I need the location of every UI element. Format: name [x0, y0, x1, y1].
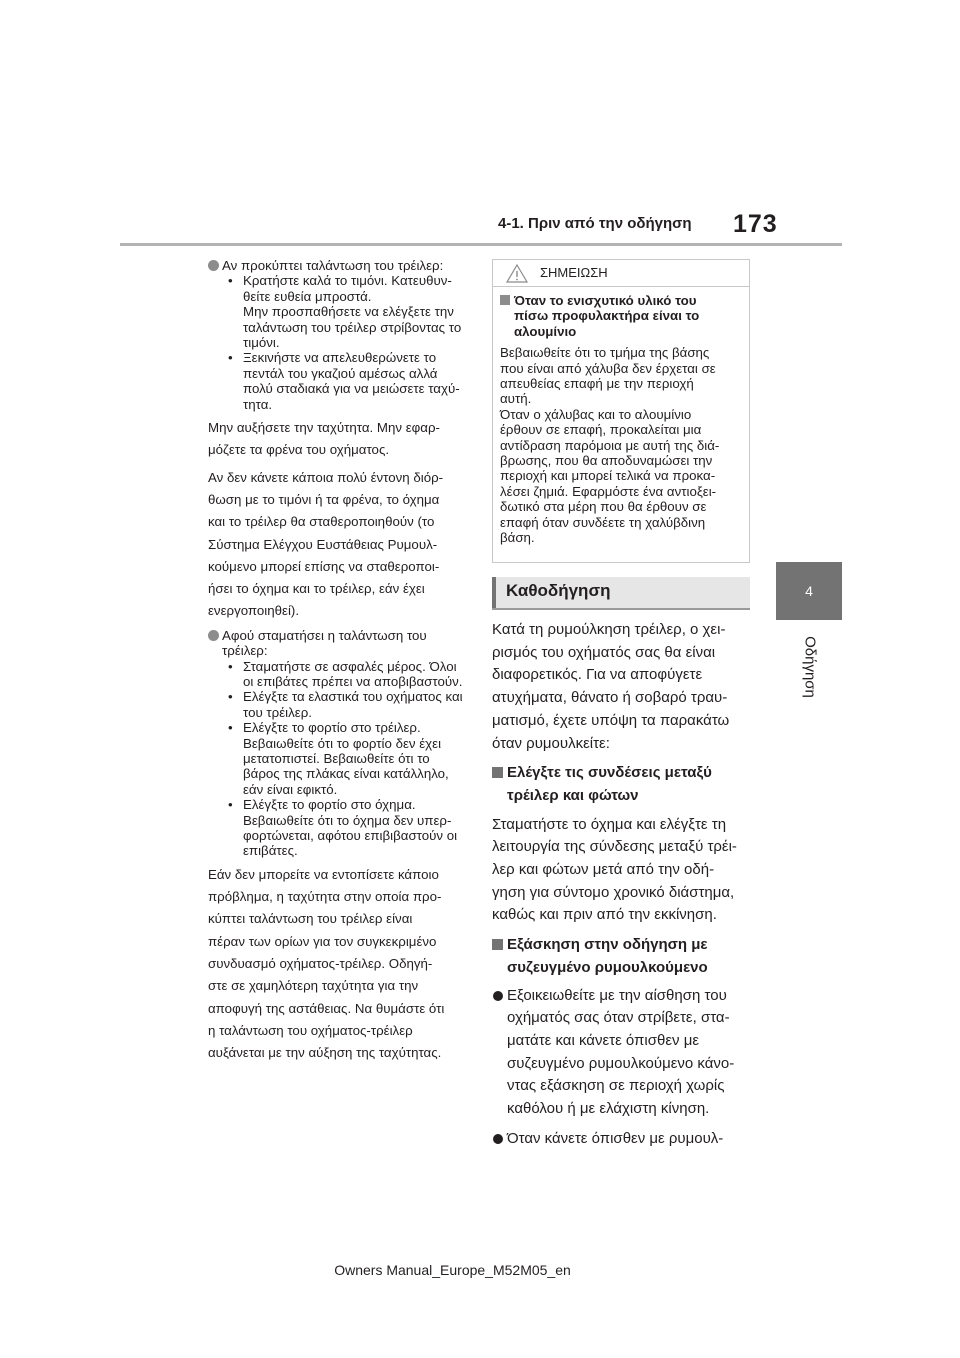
line: αντίδραση παρόμοια με αυτή της διά- [500, 437, 720, 453]
line: Εξοικειωθείτε με την αίσθηση του [507, 986, 727, 1004]
line: πρόβλημα, η ταχύτητα στην οποία προ- [208, 889, 442, 905]
line: Βεβαιωθείτε ότι το τμήμα της βάσης [500, 345, 710, 361]
line: εάν είναι εφικτό. [243, 781, 338, 797]
line: του τρέιλερ. [243, 704, 312, 720]
line: καθώς και πριν από την εκκίνηση. [492, 906, 717, 924]
line: πολύ σταδιακά για να μειώσετε ταχύ- [243, 381, 460, 397]
bullet-sway-occurs [208, 258, 470, 412]
line: Ελέγξτε το φορτίο στο όχημα. [243, 797, 416, 813]
line: ήσει το όχημα και το τρέιλερ, εάν έχει [208, 581, 425, 597]
paragraph [208, 467, 470, 623]
footer [0, 1262, 960, 1278]
line: απευθείας επαφή με την περιοχή [500, 376, 694, 392]
section-title: 4-1. Πριν από την οδήγηση [498, 215, 692, 232]
line: τρέιλερ και φώτων [507, 786, 639, 804]
line: ματάτε και κάνετε όπισθεν με [507, 1031, 700, 1049]
line: και το τρέιλερ θα σταθεροποιηθούν (το [208, 514, 435, 530]
line: Εάν δεν μπορείτε να εντοπίσετε κάποιο [208, 866, 439, 882]
line: Εξάσκηση στην οδήγηση με [507, 936, 708, 954]
line: κούμενο μπορεί επίσης να σταθεροποι- [208, 558, 440, 574]
paragraph [208, 417, 470, 462]
sub-bullet [222, 797, 470, 859]
bullet-icon: • [228, 797, 233, 813]
chapter-tab[interactable]: 4 [776, 562, 842, 620]
line: Ελέγξτε το φορτίο στο τρέιλερ. [243, 720, 421, 736]
sub-bullet [222, 273, 470, 350]
bullet-item [492, 985, 754, 1121]
paragraph [492, 619, 754, 755]
sub-bullet [222, 659, 470, 690]
line: τητα. [243, 396, 273, 412]
paragraph [492, 814, 754, 928]
bullet-icon: • [228, 689, 233, 705]
line: αυτή. [500, 391, 532, 407]
subheading-practice [492, 934, 754, 979]
page-number: 173 [733, 210, 778, 238]
line: Σταματήστε σε ασφαλές μέρος. Όλοι [243, 658, 457, 674]
warning-triangle-icon [506, 264, 528, 283]
line: ταλάντωση του τρέιλερ στρίβοντας το [243, 319, 462, 335]
line: δωτικό στα μέρη που θα έρθουν σε [500, 499, 707, 515]
line: θείτε ευθεία μπροστά. [243, 288, 372, 304]
chapter-label-text: Οδήγηση [801, 636, 819, 698]
square-bullet-icon [492, 939, 503, 950]
bullet-item [492, 1128, 754, 1151]
line: μόζετε τα φρένα του οχήματος. [208, 442, 390, 458]
line: λερ και φώτων μετά από την οδή- [492, 861, 715, 879]
line: Ελέγξτε τα ελαστικά του οχήματος και [243, 689, 463, 705]
line: θωση με το τιμόνι ή τα φρένα, το όχημα [208, 491, 440, 507]
line: βάρος της πλάκας είναι κατάλληλο, [243, 766, 449, 782]
line: βάση. [500, 530, 535, 546]
heading-underline [492, 608, 750, 610]
line: φορτώνεται, αφότου επιβιβαστούν οι [243, 828, 458, 844]
notice-header [493, 260, 749, 287]
line: Σταματήστε το όχημα και ελέγξτε τη [492, 815, 727, 833]
bullet-dot-icon [493, 991, 503, 1001]
line: πέραν των ορίων για τον συγκεκριμένο [208, 933, 437, 949]
line: πίσω προφυλακτήρα είναι το [514, 308, 700, 324]
line: αλουμίνιο [514, 323, 577, 339]
line: τιμόνι. [243, 335, 280, 351]
line: Μην προσπαθήσετε να ελέγξετε την [243, 304, 454, 320]
paragraph [208, 864, 470, 1065]
guidance-heading-text: Καθοδήγηση [506, 581, 611, 600]
sub-bullet [222, 720, 470, 797]
line: έρθουν σε επαφή, προκαλείται μια [500, 422, 702, 438]
line: Όταν το ενισχυτικό υλικό του [514, 293, 697, 308]
footer-text: Owners Manual_Europe_M52M05_en [334, 1262, 571, 1278]
line: συζευγμένο ρυμουλκούμενο [507, 958, 708, 976]
line: συνδυασμό οχήματος-τρέιλερ. Οδηγή- [208, 956, 433, 972]
chapter-label [790, 632, 830, 702]
guidance-heading [492, 577, 750, 609]
line: αυξάνεται με την αύξηση της ταχύτητας. [208, 1045, 442, 1061]
line: οχήματός σας όταν στρίβετε, στα- [507, 1009, 730, 1027]
line: Μην αυξήσετε την ταχύτητα. Μην εφαρ- [208, 420, 440, 436]
bullet-dot-icon [208, 260, 219, 271]
bullet-sway-stopped [208, 628, 470, 859]
bullet-dot-icon [208, 630, 219, 641]
line: Όταν ο χάλυβας και το αλουμίνιο [500, 406, 692, 422]
line: αποφυγή της αστάθειας. Να θυμάστε ότι [208, 1000, 445, 1016]
line: στε σε χαμηλότερη ταχύτητα για την [208, 978, 419, 994]
line: ατυχήματα, θάνατο ή σοβαρό τραυ- [492, 689, 728, 707]
line: επιβάτες. [243, 843, 298, 859]
line: περιοχή και μπορεί τελικά να προκα- [500, 468, 716, 484]
bullet-icon: • [228, 273, 233, 289]
line: οι επιβάτες πρέπει να αποβιβαστούν. [243, 673, 463, 689]
bullet-heading: τρέιλερ: [222, 643, 268, 659]
line: ρισμός του οχήματός σας θα είναι [492, 643, 716, 661]
line: ματισμό, έχετε υπόψη τα παρακάτω [492, 711, 730, 729]
bullet-heading: Αν προκύπτει ταλάντωση του τρέιλερ: [222, 258, 444, 273]
bullet-heading: Αφού σταματήσει η ταλάντωση του [222, 627, 427, 643]
notice-title: ΣΗΜΕΙΩΣΗ [540, 265, 608, 280]
sub-bullet [222, 689, 470, 720]
line: ντας εξάσκηση σε περιοχή χωρίς [507, 1077, 725, 1095]
bullet-icon: • [228, 658, 233, 674]
square-bullet-icon [500, 295, 510, 305]
bullet-dot-icon [493, 1134, 503, 1144]
bullet-icon: • [228, 350, 233, 366]
notice-body [493, 287, 749, 546]
line: συζευγμένο ρυμουλκούμενο κάνο- [507, 1054, 735, 1072]
line: όταν ρυμουλκείτε: [492, 734, 610, 752]
line: που είναι από χάλυβα δεν έρχεται σε [500, 360, 716, 376]
line: Ελέγξτε τις συνδέσεις μεταξύ [507, 764, 712, 782]
subheading-connections [492, 762, 754, 807]
line: γηση για σύντομο χρονικό διάστημα, [492, 883, 735, 901]
line: Βεβαιωθείτε ότι το όχημα δεν υπερ- [243, 812, 452, 828]
left-column [208, 258, 470, 1065]
line: Αν δεν κάνετε κάποια πολύ έντονη διόρ- [208, 469, 444, 485]
line: Ξεκινήστε να απελευθερώνετε το [243, 350, 437, 366]
notice-box [492, 259, 750, 563]
line: Βεβαιωθείτε ότι το φορτίο δεν έχει [243, 735, 442, 751]
line: επαφή όταν συνδέετε τη χαλύβδινη [500, 514, 706, 530]
line: λέσει ζημιά. Εφαρμόστε ένα αντιοξει- [500, 483, 717, 499]
line: μετατοπιστεί. Βεβαιωθείτε ότι το [243, 750, 430, 766]
line: λειτουργία της σύνδεσης μεταξύ τρέι- [492, 838, 737, 856]
line: Όταν κάνετε όπισθεν με ρυμουλ- [507, 1129, 724, 1147]
line: κύπτει ταλάντωση του τρέιλερ είναι [208, 911, 413, 927]
line: ενεργοποιηθεί). [208, 603, 300, 619]
line: Σύστημα Ελέγχου Ευστάθειας Ρυμουλ- [208, 536, 438, 552]
bullet-icon: • [228, 720, 233, 736]
line: Κρατήστε καλά το τιμόνι. Κατευθυν- [243, 273, 452, 289]
line: η ταλάντωση του οχήματος-τρέιλερ [208, 1022, 413, 1038]
right-column [492, 619, 754, 1150]
header-rule [120, 243, 842, 246]
sub-bullet [222, 350, 470, 412]
line: Κατά τη ρυμούλκηση τρέιλερ, ο χει- [492, 621, 726, 638]
square-bullet-icon [492, 767, 503, 778]
notice-heading [500, 293, 741, 339]
line: καθόλου ή με ελάχιστη κίνηση. [507, 1100, 710, 1118]
line: διαφορετικός. Για να αποφύγετε [492, 666, 703, 684]
line: βρωσης, που θα αποδυναμώσει την [500, 453, 713, 469]
line: πεντάλ του γκαζιού αμέσως αλλά [243, 365, 438, 381]
